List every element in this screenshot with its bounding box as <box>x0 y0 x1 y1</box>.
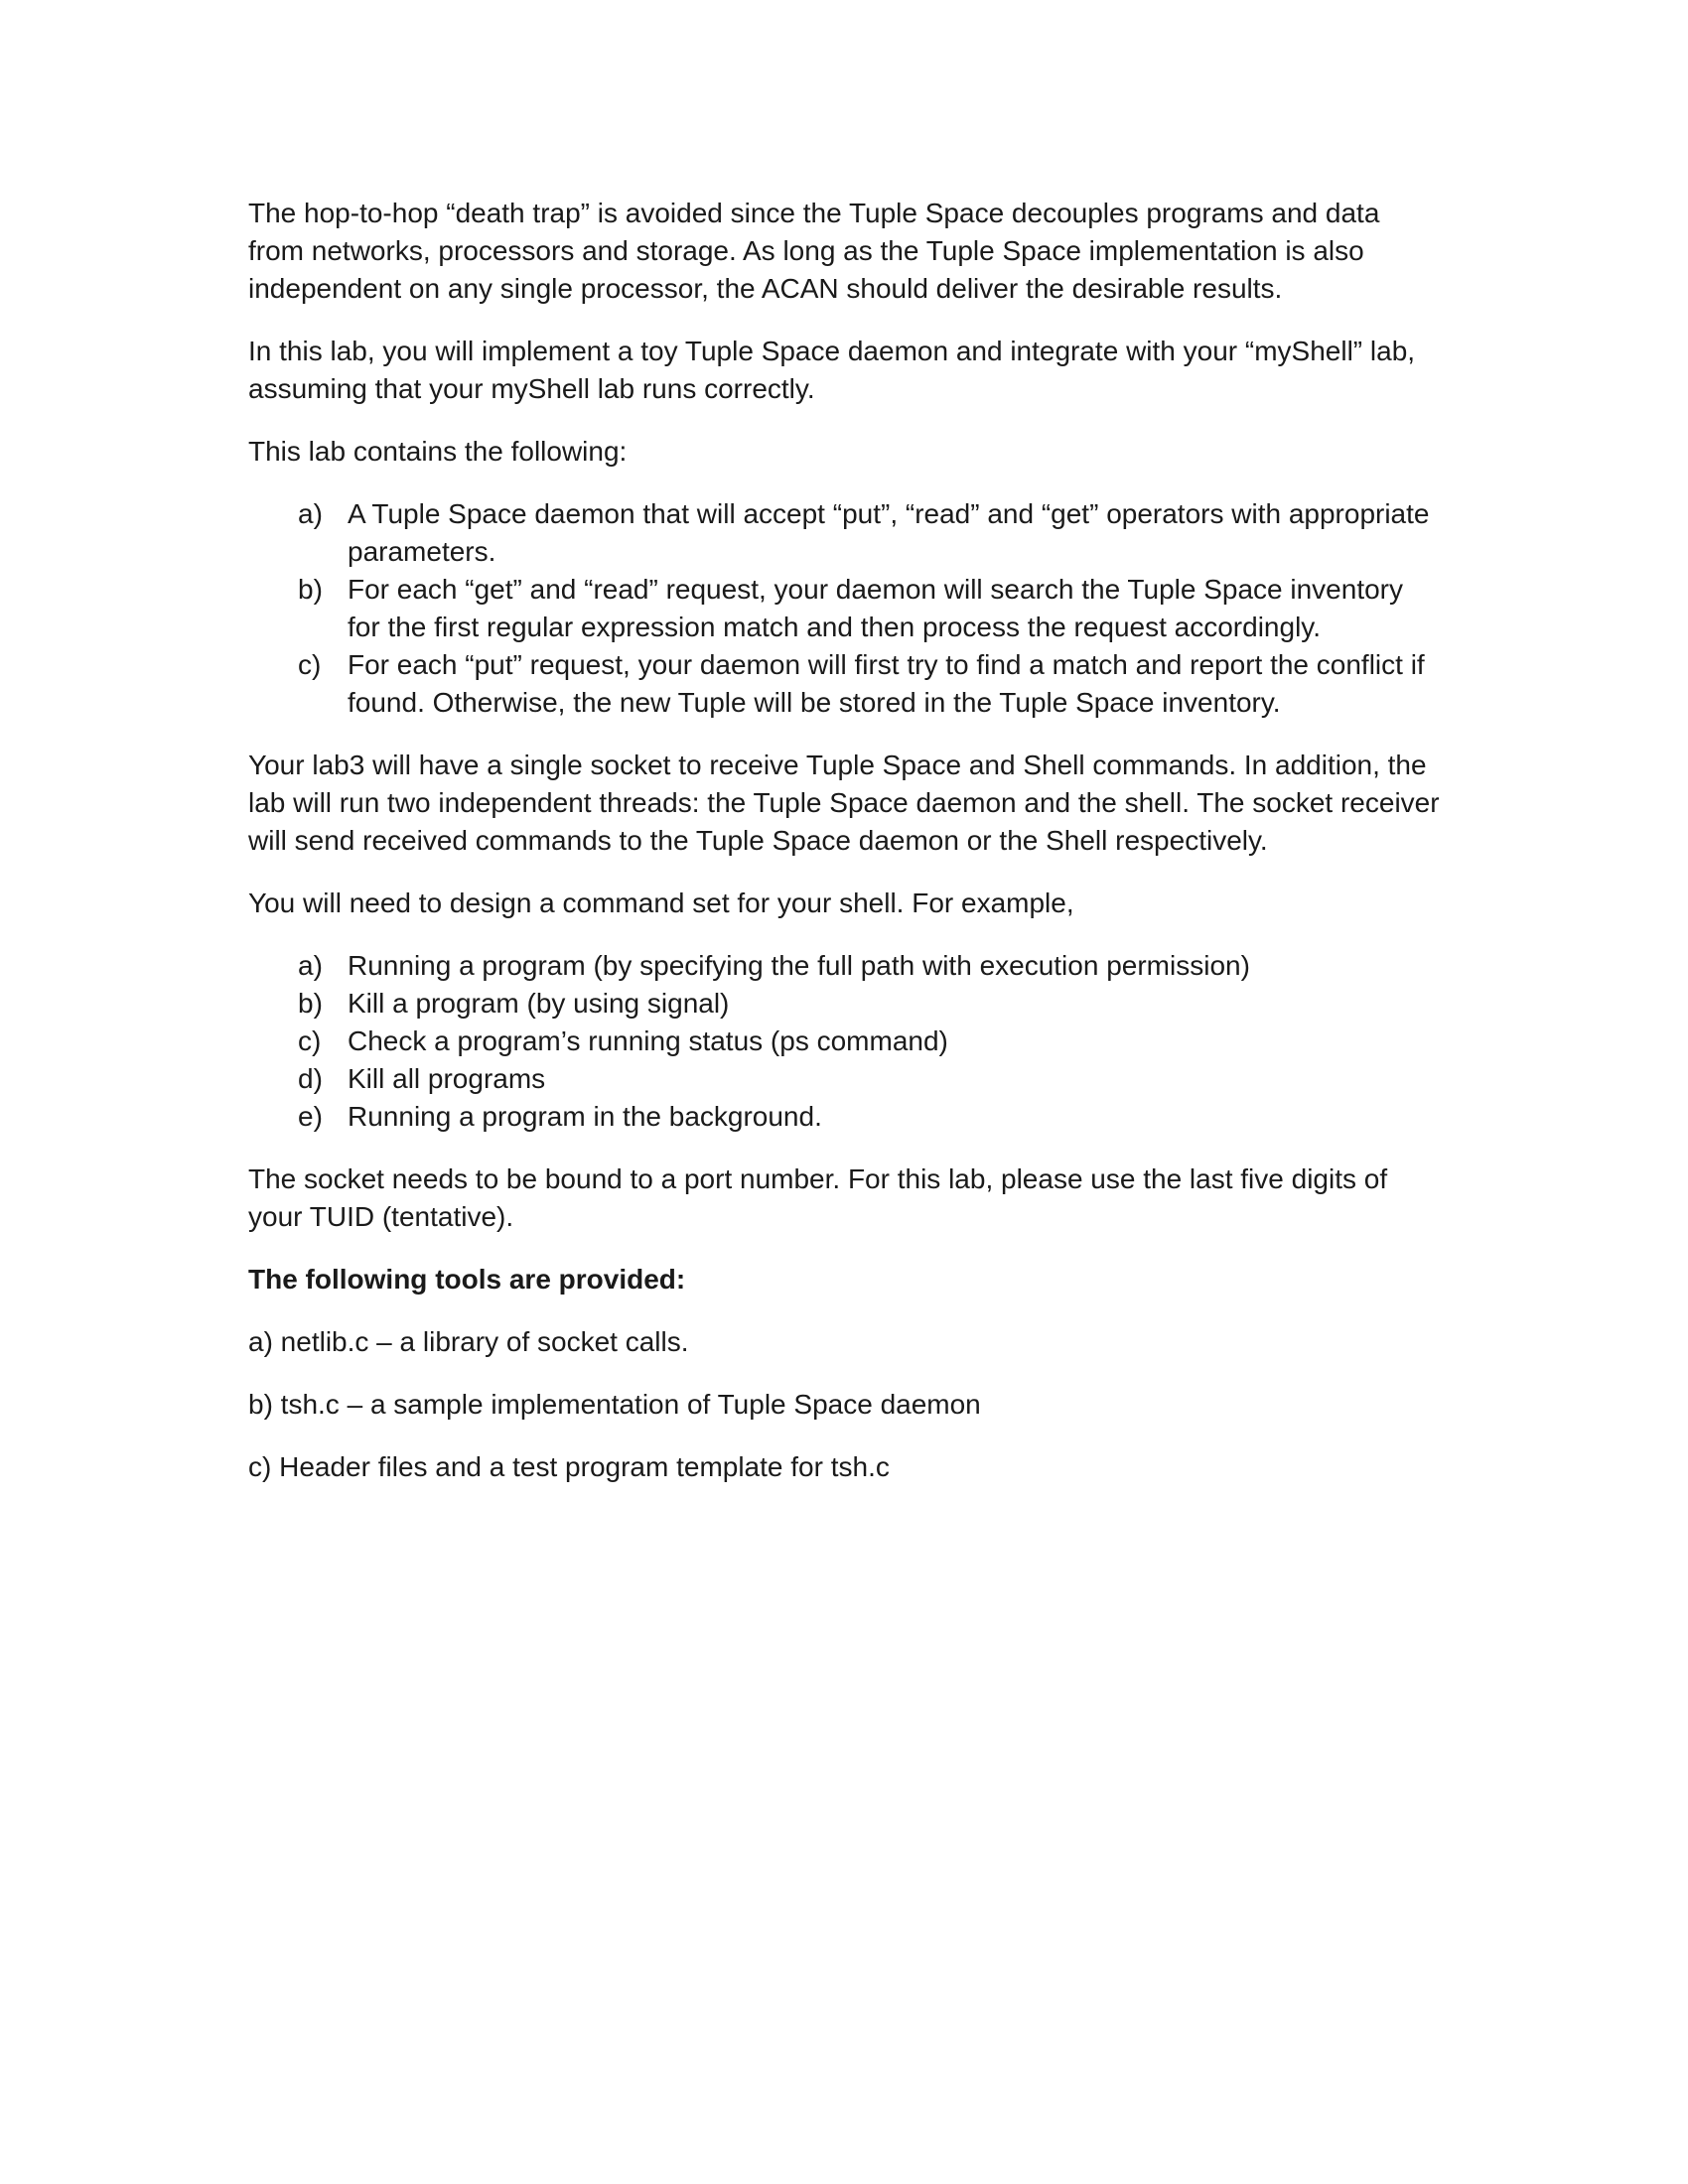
list-lab-contents <box>248 495 1440 722</box>
paragraph-port-number: The socket needs to be bound to a port number. For this lab, please use the last five digits of your TUID (tentative). <box>248 1163 1388 1232</box>
list-item-text: For each “put” request, your daemon will first try to find a match and report the conflict if found. Otherwise, the new Tuple will be stored in the Tuple Space inventory. <box>348 649 1425 718</box>
list-item-text: Running a program in the background. <box>348 1101 822 1132</box>
paragraph-death-trap: The hop-to-hop “death trap” is avoided since the Tuple Space decouples programs and data from networks, processors and storage. As long as the Tuple Space implementation is also independent on any single processor, the ACAN should deliver the desirable results. <box>248 198 1380 304</box>
list-marker: c) <box>298 1025 322 1056</box>
list-item <box>248 985 1440 1023</box>
list-marker: a) <box>298 498 323 529</box>
list-item <box>248 571 1440 646</box>
list-marker: a) <box>298 950 323 981</box>
list-marker: e) <box>298 1101 323 1132</box>
list-shell-commands <box>248 947 1440 1136</box>
list-marker: d) <box>298 1063 323 1094</box>
list-item-text: For each “get” and “read” request, your daemon will search the Tuple Space inventory for the first regular expression match and then process the request accordingly. <box>348 574 1404 642</box>
list-item <box>248 1060 1440 1098</box>
paragraph-command-set: You will need to design a command set for your shell. For example, <box>248 887 1074 918</box>
paragraph-lab-intro: In this lab, you will implement a toy Tuple Space daemon and integrate with your “myShell” lab, assuming that your myShell lab runs correctly. <box>248 336 1416 404</box>
paragraph-lab-contains: This lab contains the following: <box>248 436 628 467</box>
paragraph-tool-headers: c) Header files and a test program template for tsh.c <box>248 1451 890 1482</box>
list-item-text: Kill all programs <box>348 1063 546 1094</box>
list-marker: c) <box>298 649 322 680</box>
list-item <box>248 495 1440 571</box>
paragraph-tool-tsh: b) tsh.c – a sample implementation of Tuple Space daemon <box>248 1389 981 1420</box>
list-item-text: Running a program (by specifying the full path with execution permission) <box>348 950 1250 981</box>
list-marker: b) <box>298 988 323 1019</box>
list-item <box>248 646 1440 722</box>
list-item-text: Kill a program (by using signal) <box>348 988 730 1019</box>
paragraph-tool-netlib: a) netlib.c – a library of socket calls. <box>248 1326 689 1357</box>
list-item <box>248 947 1440 985</box>
paragraph-socket-threads: Your lab3 will have a single socket to receive Tuple Space and Shell commands. In addition, the lab will run two independent threads: the Tuple Space daemon and the shell. The socket receiver will send received commands to the Tuple Space daemon or the Shell respectively. <box>248 750 1440 856</box>
list-marker: b) <box>298 574 323 605</box>
heading-tools-provided: The following tools are provided: <box>248 1264 686 1295</box>
list-item-text: Check a program’s running status (ps command) <box>348 1025 948 1056</box>
list-item <box>248 1023 1440 1060</box>
list-item-text: A Tuple Space daemon that will accept “put”, “read” and “get” operators with appropriate parameters. <box>348 498 1430 567</box>
list-item <box>248 1098 1440 1136</box>
